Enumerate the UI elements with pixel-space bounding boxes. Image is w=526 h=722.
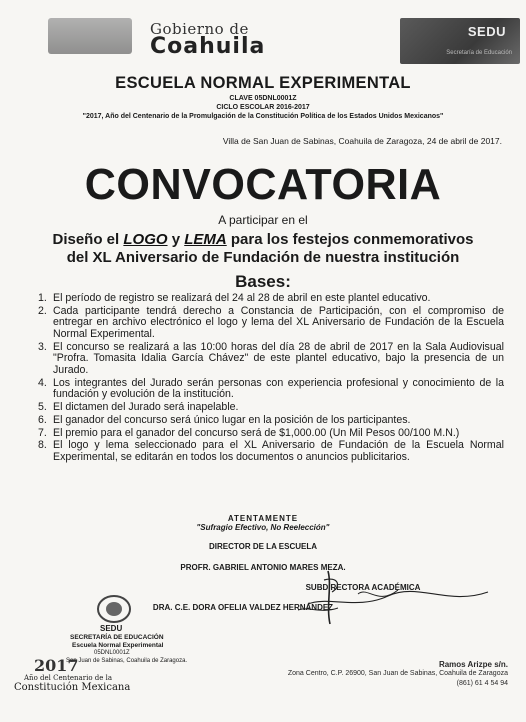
list-item: 6. El ganador del concurso será único lugar en la posición de los participantes. xyxy=(38,413,411,426)
footer-street: Ramos Arizpe s/n. xyxy=(438,660,508,669)
footer-address: Zona Centro, C.P. 26900, San Juan de Sabinas, Coahuila de Zaragoza xyxy=(287,670,508,677)
sedu-logo-title: SEDU xyxy=(467,24,506,39)
intro-text: A participar en el xyxy=(218,213,308,227)
headline-lema: LEMA xyxy=(184,231,227,248)
headline-part2: y xyxy=(167,231,185,248)
handwritten-signature xyxy=(298,566,498,626)
official-stamp xyxy=(14,594,234,704)
school-clave: CLAVE 05DNL0001Z xyxy=(229,95,297,102)
closing-atentamente: ATENTAMENTE xyxy=(227,514,299,523)
stamp-sedu: SEDU xyxy=(100,624,123,633)
stamp-secretaria: SECRETARÍA DE EDUCACIÓN xyxy=(70,634,164,641)
headline-part1: Diseño el xyxy=(52,231,124,248)
list-item: 1. El período de registro se realizará del 24 al 28 de abril en este plantel educativo. xyxy=(38,292,431,304)
stamp-lugar: San Juan de Sabinas, Coahuila de Zaragoza. xyxy=(66,658,188,664)
headline-part3: para los festejos conmemorativos xyxy=(226,231,474,248)
bases-title: Bases: xyxy=(235,272,291,291)
school-motto: "2017, Año del Centenario de la Promulgación de la Constitución Política de los Estados Unidos Mexicanos" xyxy=(82,113,444,120)
coahuila-wordmark: Coahuila xyxy=(150,34,266,59)
subdirectora-name: DRA. C.E. DORA OFELIA VALDEZ HERNÁNDEZ xyxy=(152,603,334,612)
list-item: 3. El concurso se realizará a las 10:00 horas del día 28 de abril de 2017 en la Sala Audiovisual "Profra. Tomasita Idalia García Chávez" de este plantel educativo, bajo la presencia de un Jurado. xyxy=(38,340,504,376)
stamp-clave: 05DNL0001Z xyxy=(94,650,130,656)
coahuila-shield-logo xyxy=(48,18,132,54)
director-title: DIRECTOR DE LA ESCUELA xyxy=(208,542,317,551)
subdirectora-title: SUBDIRECTORA ACADÉMICA xyxy=(305,583,421,592)
list-item: 2. Cada participante tendrá derecho a Constancia de Participación, con el compromiso de entregar en archivo electrónico el logo y lema del XL Aniversario de Fundación de la Escuela Normal Experimental. xyxy=(38,304,504,340)
list-item: 4. Los integrantes del Jurado serán personas con experiencia profesional y conocimiento de la fundación y evolución de la institución. xyxy=(38,376,504,401)
headline-line-1 xyxy=(0,231,526,248)
school-ciclo: CICLO ESCOLAR 2016-2017 xyxy=(216,104,310,111)
closing-sufragio: "Sufragio Efectivo, No Reelección" xyxy=(196,523,330,532)
document-title: CONVOCATORIA xyxy=(84,160,442,209)
stamp-constitucion: Constitución Mexicana xyxy=(14,682,131,693)
director-name: PROFR. GABRIEL ANTONIO MARES MEZA. xyxy=(180,563,346,572)
school-name: ESCUELA NORMAL EXPERIMENTAL xyxy=(115,74,411,92)
headline-line-2: del XL Aniversario de Fundación de nuestra institución xyxy=(66,249,460,266)
sedu-logo xyxy=(400,18,520,64)
stamp-centenario: Año del Centenario de la xyxy=(24,674,113,682)
bases-list xyxy=(38,293,504,465)
eagle-emblem-icon xyxy=(94,594,134,624)
list-item: 7. El premio para el ganador del concurso será de $1,000.00 (Un Mil Pesos 00/100 M.N.) xyxy=(38,426,460,439)
sedu-logo-subtitle: Secretaría de Educación xyxy=(446,50,512,56)
headline-logo: LOGO xyxy=(123,231,168,248)
stamp-escuela: Escuela Normal Experimental xyxy=(72,642,164,649)
gobierno-label: Gobierno de xyxy=(150,20,249,38)
list-item: 8. El logo y lema seleccionado para el XL Aniversario de Fundación de la Escuela Normal Experimental, se editarán en todos los documentos o anuncios publicitarios. xyxy=(38,439,504,464)
list-item: 5. El dictamen del Jurado será inapelable. xyxy=(38,401,239,414)
footer-phone: (861) 61 4 54 94 xyxy=(456,680,508,687)
place-date: Villa de San Juan de Sabinas, Coahuila de Zaragoza, 24 de abril de 2017. xyxy=(222,136,502,146)
stamp-year: 2017 xyxy=(34,656,79,675)
